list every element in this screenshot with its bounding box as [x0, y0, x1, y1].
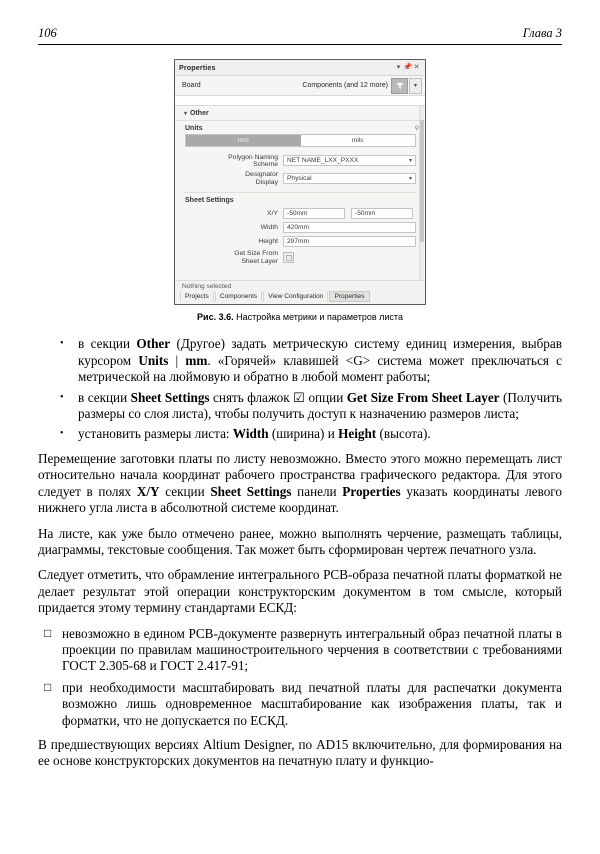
panel-title-bar: [175, 60, 425, 76]
y-value: -50mm: [355, 210, 376, 218]
designator-display-label: [175, 171, 283, 186]
pin-icon[interactable]: 📌: [403, 64, 412, 71]
object-scope-label: Board: [182, 82, 201, 89]
list-item-text: невозможно в едином PCB-документе развернуть интегральный образ печатной платы в проекции по правилам машиностроительного черчения в соответствии с требованиями ГОСТ 2.305-68 и ГОСТ 2.417-91;: [62, 625, 562, 674]
chevron-down-icon: ▾: [408, 158, 412, 165]
properties-panel: [174, 59, 426, 305]
width-label-text: Width: [260, 223, 278, 231]
get-size-label-line1: Get Size From: [234, 250, 278, 258]
chevron-down-icon[interactable]: ▾: [396, 64, 401, 71]
polygon-naming-value: NET NAME_LXX_PXXX: [287, 157, 359, 165]
scrollbar-thumb[interactable]: [420, 120, 424, 242]
xy-label-text: X/Y: [267, 209, 278, 217]
funnel-icon[interactable]: [391, 78, 408, 94]
units-option-mm[interactable]: mm: [186, 135, 301, 146]
units-group: [175, 121, 425, 134]
x-value: -50mm: [287, 210, 308, 218]
panel-tab-strip: [175, 96, 425, 106]
designator-display-row: [175, 170, 425, 188]
polygon-naming-row: [175, 152, 425, 170]
section-other-label: Other: [190, 110, 209, 117]
figure-caption: [38, 312, 562, 322]
list-item-text: в секции Sheet Settings снять флажок ☑ опции Get Size From Sheet Layer (Получить размеры со слоя листа), чтобы получить доступ к назначению размеров листа;: [78, 389, 562, 422]
units-option-mils[interactable]: mils: [301, 135, 416, 146]
square-bullet-list: [38, 626, 562, 729]
tab-components[interactable]: Components: [215, 291, 262, 302]
y-input[interactable]: [351, 208, 413, 219]
figure-caption-label: Рис. 3.6.: [197, 312, 234, 323]
designator-display-value: Physical: [287, 175, 312, 183]
object-selection-label: Components (and 12 more): [302, 82, 388, 89]
x-input[interactable]: [283, 208, 345, 219]
polygon-naming-label: [175, 154, 283, 169]
designator-display-label-line1: Designator: [245, 171, 278, 179]
height-row: [175, 235, 425, 249]
chevron-down-icon: ▾: [408, 176, 412, 183]
square-marker-icon: □: [44, 625, 52, 640]
get-size-checkbox[interactable]: [283, 252, 294, 263]
tab-projects[interactable]: Projects: [180, 291, 214, 302]
running-head: [38, 26, 562, 45]
height-label-text: Height: [258, 237, 278, 245]
tab-properties[interactable]: Properties: [329, 291, 369, 302]
height-input[interactable]: [283, 236, 416, 247]
bullet-marker-icon: •: [60, 338, 64, 350]
collapse-triangle-icon: ▾: [184, 111, 188, 117]
square-marker-icon: □: [44, 679, 52, 694]
panel-tab-bar: [175, 291, 425, 304]
get-size-row: [175, 249, 425, 267]
xy-row: [175, 207, 425, 221]
height-value: 297mm: [287, 238, 309, 246]
paragraph: Следует отметить, что обрамление интегрального PCB-образа печатной платы форматкой не делает результат этой операции конструкторским документом в том смысле, который придается этому термину стандартами ЕСКД:: [38, 567, 562, 616]
get-size-label-line2: Sheet Layer: [241, 257, 278, 265]
width-value: 420mm: [287, 224, 309, 232]
close-icon[interactable]: ✕: [413, 64, 420, 71]
chapter-title: Глава 3: [522, 26, 562, 40]
height-label: [175, 238, 283, 245]
panel-title: Properties: [179, 63, 216, 72]
width-row: [175, 221, 425, 235]
caret-down-icon[interactable]: ▾: [409, 78, 422, 94]
polygon-naming-label-line2: Scheme: [253, 160, 278, 168]
xy-label: [175, 210, 283, 217]
panel-scrollbar[interactable]: [419, 106, 424, 280]
list-item-text: при необходимости масштабировать вид печатной платы для распечатки документа возможно лишь одновременное масштабирование как изображения платы, так и форматки, что не допускается по ЕСКД.: [62, 679, 562, 728]
list-item: [38, 390, 562, 423]
paragraph: Перемещение заготовки платы по листу невозможно. Вместо этого можно перемещать лист относительно начала координат рабочего пространства графического редактора. Для этого следует в полях X/Y секции Sheet Settings панели Properties указать координаты левого нижнего угла листа в абсолютной системе координат.: [38, 450, 562, 516]
designator-display-label-line2: Display: [255, 178, 278, 186]
list-item: [38, 626, 562, 675]
closing-paragraph: В предшествующих версиях Altium Designer, по AD15 включительно, для формирования на ее основе конструкторских документов на печатную плату и функцио-: [38, 736, 562, 769]
bullet-list: [38, 336, 562, 442]
page-content: [38, 52, 562, 779]
section-divider: [184, 192, 416, 193]
section-header-sheet-settings: Sheet Settings: [185, 196, 234, 204]
magnifier-icon[interactable]: ⚲: [414, 126, 419, 132]
list-item: [38, 680, 562, 729]
figure-3-6: [38, 59, 562, 322]
polygon-naming-label-line1: Polygon Naming: [228, 153, 278, 161]
units-label: Units: [185, 125, 203, 132]
width-input[interactable]: [283, 222, 416, 233]
designator-display-dropdown[interactable]: [283, 173, 416, 184]
panel-body: [175, 106, 425, 280]
list-item-text: установить размеры листа: Width (ширина) и Height (высота).: [78, 426, 431, 442]
units-toggle[interactable]: [185, 134, 416, 147]
polygon-naming-dropdown[interactable]: [283, 155, 416, 166]
paragraph: На листе, как уже было отмечено ранее, можно выполнять черчение, размещать таблицы, диаграммы, текстовые сообщения. Так может быть сформирован чертеж печатного узла.: [38, 525, 562, 557]
panel-filler: [175, 266, 425, 280]
bullet-marker-icon: •: [60, 391, 64, 403]
list-item: [38, 336, 562, 385]
get-size-label: [175, 250, 283, 265]
width-label: [175, 224, 283, 231]
tab-view-configuration[interactable]: View Configuration: [263, 291, 328, 302]
figure-caption-text: Настройка метрики и параметров листа: [236, 312, 403, 323]
list-item-text: в секции Other (Другое) задать метрическую систему единиц измерения, выбрав курсором Units | mm. «Горячей» клавишей <G> система может преключаться с метрической на люймовую и обратно в любой момент работы;: [78, 336, 563, 385]
list-item: [38, 426, 562, 442]
section-header-other[interactable]: [175, 106, 425, 121]
bullet-marker-icon: •: [60, 428, 64, 440]
panel-status-text: Nothing selected: [175, 280, 425, 291]
object-selector-row: [175, 76, 425, 96]
page-number: 106: [38, 26, 57, 40]
